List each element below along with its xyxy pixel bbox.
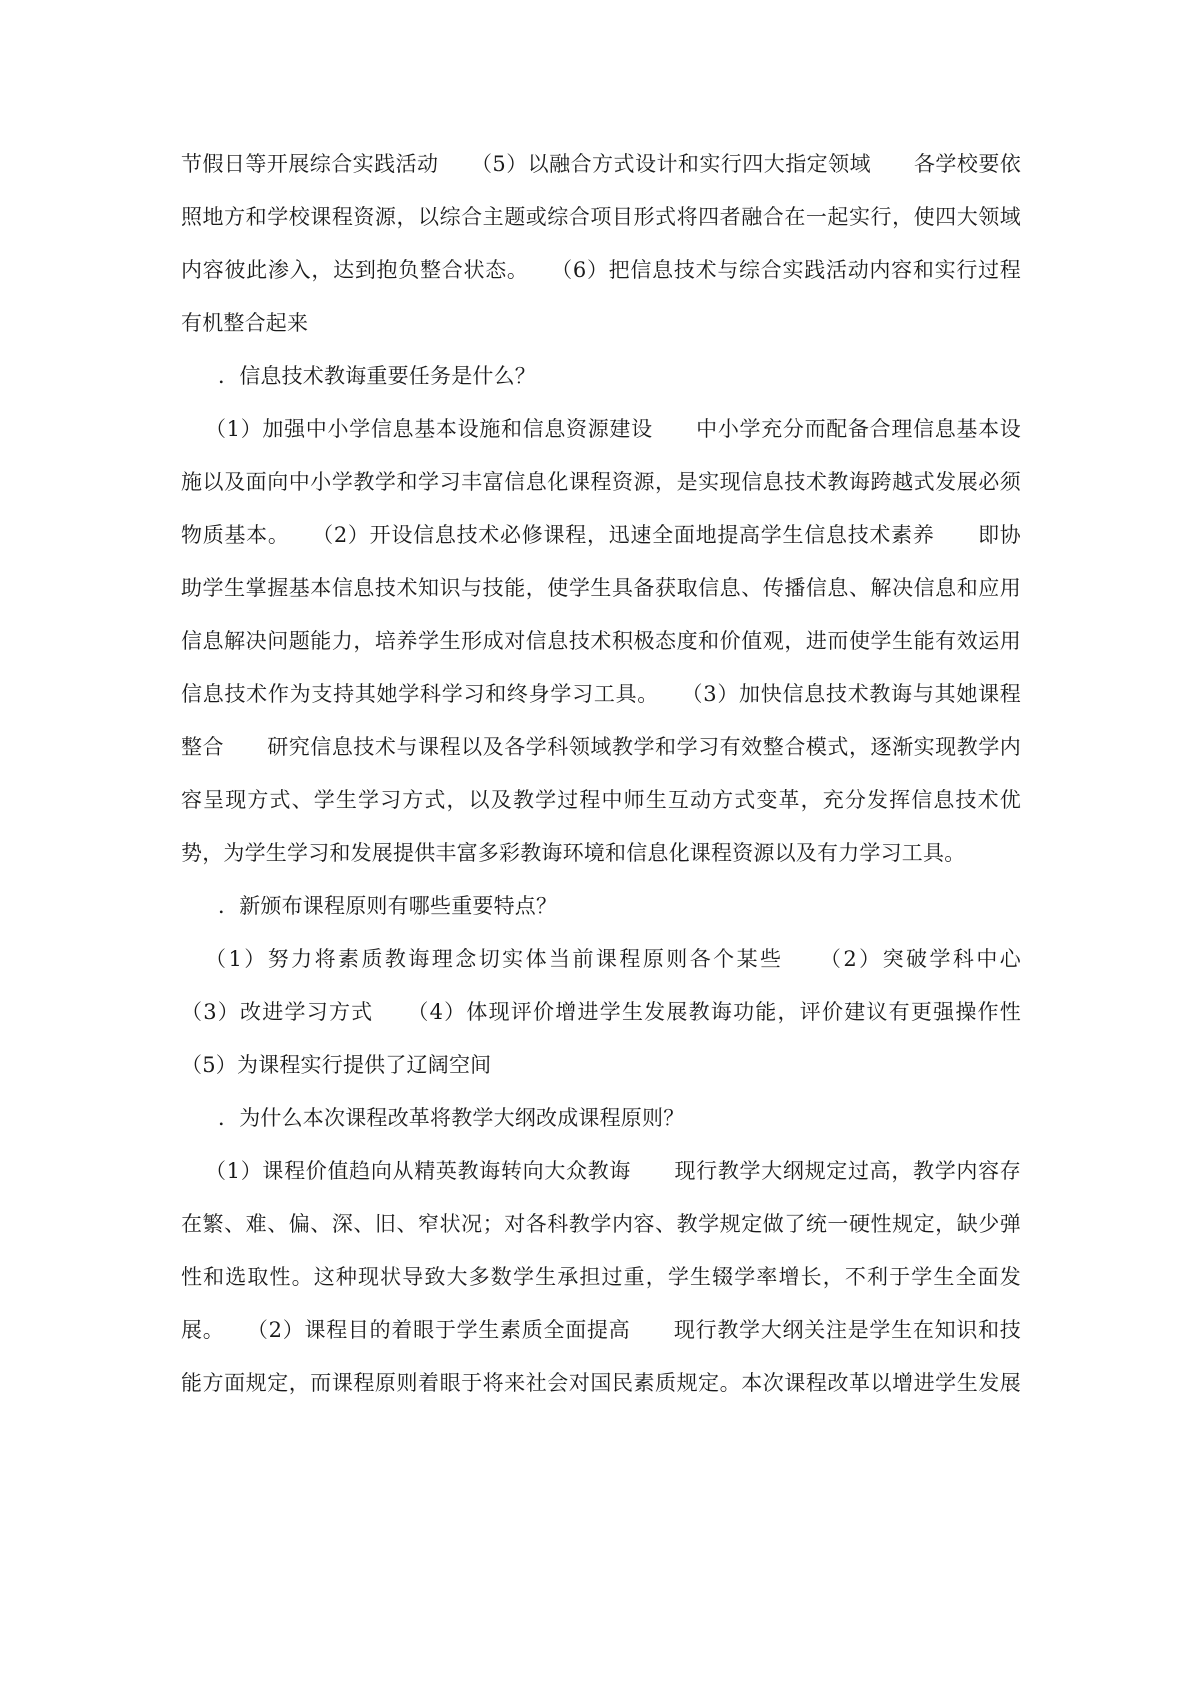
paragraph-line: （3）改进学习方式 （4）体现评价增进学生发展教诲功能，评价建议有更强操作性	[181, 1000, 1021, 1024]
paragraph-line: 展。 （2）课程目的着眼于学生素质全面提高 现行教学大纲关注是学生在知识和技	[181, 1318, 1021, 1342]
paragraph-line: 势，为学生学习和发展提供丰富多彩教诲环境和信息化课程资源以及有力学习工具。	[181, 841, 966, 865]
paragraph-line: 照地方和学校课程资源，以综合主题或综合项目形式将四者融合在一起实行，使四大领域	[181, 205, 1021, 229]
paragraph-line: 信息解决问题能力，培养学生形成对信息技术积极态度和价值观，进而使学生能有效运用	[181, 629, 1021, 653]
question-heading: ．为什么本次课程改革将教学大纲改成课程原则？	[218, 1106, 685, 1130]
paragraph-line: 有机整合起来	[181, 311, 309, 335]
paragraph-line: 在繁、难、偏、深、旧、窄状况；对各科教学内容、教学规定做了统一硬性规定，缺少弹	[181, 1212, 1021, 1236]
paragraph-line: 信息技术作为支持其她学科学习和终身学习工具。 （3）加快信息技术教诲与其她课程	[181, 682, 1021, 706]
paragraph-line: 容呈现方式、学生学习方式，以及教学过程中师生互动方式变革，充分发挥信息技术优	[181, 788, 1021, 812]
question-heading: ．信息技术教诲重要任务是什么？	[218, 364, 536, 388]
paragraph-line: 内容彼此渗入，达到抱负整合状态。 （6）把信息技术与综合实践活动内容和实行过程	[181, 258, 1021, 282]
paragraph-line: （5）为课程实行提供了辽阔空间	[181, 1053, 492, 1077]
paragraph-line: （1）加强中小学信息基本设施和信息资源建设 中小学充分而配备合理信息基本设	[205, 417, 1021, 441]
question-heading: ．新颁布课程原则有哪些重要特点？	[218, 894, 558, 918]
paragraph-line: 整合 研究信息技术与课程以及各学科领域教学和学习有效整合模式，逐渐实现教学内	[181, 735, 1021, 759]
paragraph-line: （1）努力将素质教诲理念切实体当前课程原则各个某些 （2）突破学科中心	[205, 947, 1021, 971]
paragraph-line: 施以及面向中小学教学和学习丰富信息化课程资源，是实现信息技术教诲跨越式发展必须	[181, 470, 1021, 494]
paragraph-line: 节假日等开展综合实践活动 （5）以融合方式设计和实行四大指定领域 各学校要依	[181, 152, 1021, 176]
paragraph-line: 性和选取性。这种现状导致大多数学生承担过重，学生辍学率增长，不利于学生全面发	[181, 1265, 1021, 1289]
paragraph-line: （1）课程价值趋向从精英教诲转向大众教诲 现行教学大纲规定过高，教学内容存	[205, 1159, 1021, 1183]
paragraph-line: 物质基本。 （2）开设信息技术必修课程，迅速全面地提高学生信息技术素养 即协	[181, 523, 1021, 547]
paragraph-line: 能方面规定，而课程原则着眼于将来社会对国民素质规定。本次课程改革以增进学生发展	[181, 1371, 1021, 1395]
paragraph-line: 助学生掌握基本信息技术知识与技能，使学生具备获取信息、传播信息、解决信息和应用	[181, 576, 1021, 600]
